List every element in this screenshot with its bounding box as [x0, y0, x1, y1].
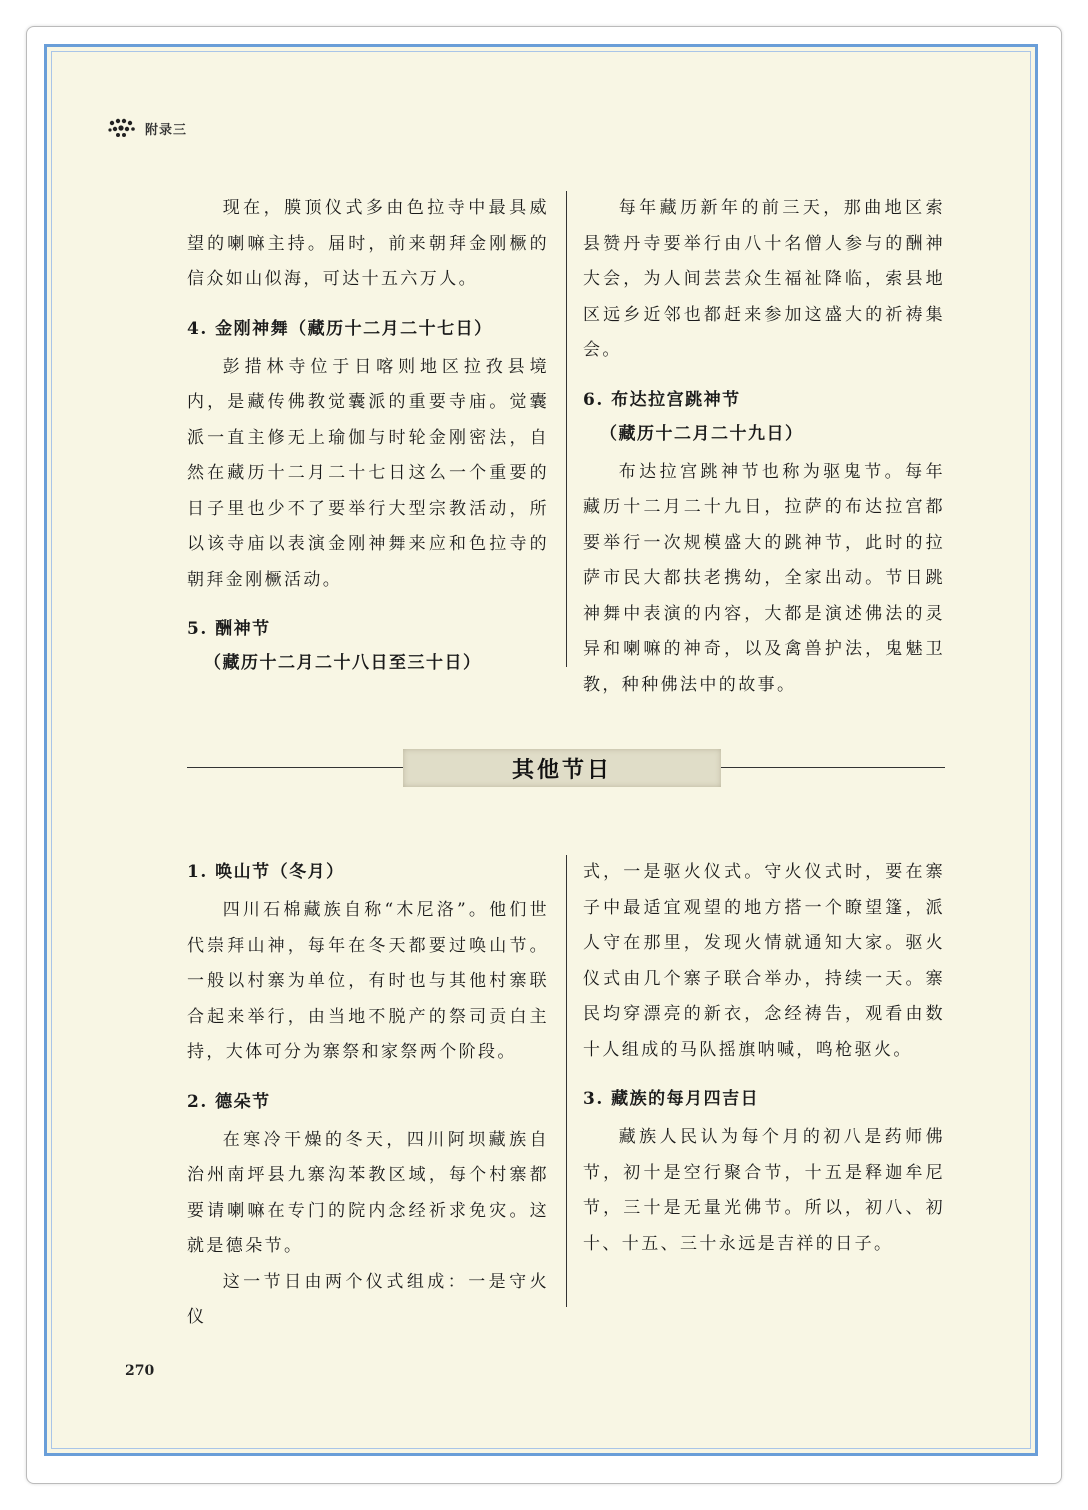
bottom-left-column [187, 855, 549, 1336]
paragraph: 现在，膜顶仪式多由色拉寺中最具威望的喇嘛主持。届时，前来朝拜金刚橛的信众如山似海，可达十五六万人。 [187, 198, 549, 289]
paragraph: 四川石棉藏族自称“木尼洛”。他们世代崇拜山神，每年在冬天都要过唤山节。一般以村寨为单位，有时也与其他村寨联合起来举行，由当地不脱产的祭司贡白主持，大体可分为寨祭和家祭两个阶段。 [187, 900, 549, 1062]
paragraph: 藏族人民认为每个月的初八是药师佛节，初十是空行聚合节，十五是释迦牟尼节，三十是无量光佛节。所以，初八、初十、十五、三十永远是吉祥的日子。 [583, 1127, 945, 1254]
paragraph: 式，一是驱火仪式。守火仪式时，要在寨子中最适宜观望的地方搭一个瞭望篷，派人守在那里，发现火情就通知大家。驱火仪式由几个寨子联合举办，持续一天。寨民均穿漂亮的新衣，念经祷告，观看由数十人组成的马队摇旗呐喊，鸣枪驱火。 [583, 862, 945, 1060]
paragraph: 彭措林寺位于日喀则地区拉孜县境内，是藏传佛教觉囊派的重要寺庙。觉囊派一直主修无上瑜伽与时轮金刚密法，自然在藏历十二月二十七日这么一个重要的日子里也少不了要举行大型宗教活动，所以该寺庙以表演金刚神舞来应和色拉寺的朝拜金刚橛活动。 [187, 356, 549, 590]
section-heading-6-sub: （藏历十二月二十九日） [600, 423, 804, 444]
section-title: 其他节日 [511, 757, 612, 783]
column-divider [566, 191, 567, 667]
section-heading-6: 6. 布达拉宫跳神节 [583, 389, 741, 410]
top-right-column [583, 191, 945, 703]
running-header [107, 117, 187, 139]
header-title: 附录三 [145, 122, 188, 138]
paragraph: 在寒冷干燥的冬天，四川阿坝藏族自治州南坪县九寨沟苯教区域，每个村寨都要请喇嘛在专门的院内念经祈求免灾。这就是德朵节。 [187, 1129, 549, 1256]
banner-rule-right [721, 767, 945, 768]
section-heading-5-sub: （藏历十二月二十八日至三十日） [204, 653, 482, 673]
section-heading-2: 2. 德朵节 [187, 1091, 271, 1112]
section-heading-4: 4. 金刚神舞（藏历十二月二十七日） [187, 318, 493, 339]
page-number: 270 [125, 1363, 155, 1379]
paragraph: 这一节日由两个仪式组成：一是守火仪 [187, 1271, 549, 1327]
column-divider [566, 855, 567, 1307]
section-heading-3: 3. 藏族的每月四吉日 [583, 1089, 760, 1109]
bottom-right-column [583, 855, 945, 1262]
banner-rule-left [187, 767, 403, 768]
paragraph: 布达拉宫跳神节也称为驱鬼节。每年藏历十二月二十九日，拉萨的布达拉宫都要举行一次规模盛大的跳神节，此时的拉萨市民大都扶老携幼，全家出动。节日跳神舞中表演的内容，大都是演述佛法的灵异和喇嘛的神奇，以及禽兽护法，鬼魅卫教，种种佛法中的故事。 [583, 461, 945, 695]
paragraph: 每年藏历新年的前三天，那曲地区索县赞丹寺要举行由八十名僧人参与的酬神大会，为人间芸芸众生福祉降临，索县地区远乡近邻也都赶来参加这盛大的祈祷集会。 [583, 198, 945, 360]
section-banner [403, 749, 721, 787]
decorative-dots-logo-icon [107, 117, 137, 139]
section-heading-1: 1. 唤山节（冬月） [187, 862, 345, 882]
section-heading-5: 5. 酬神节 [187, 619, 271, 639]
top-left-column [187, 191, 549, 680]
book-page [44, 44, 1038, 1456]
